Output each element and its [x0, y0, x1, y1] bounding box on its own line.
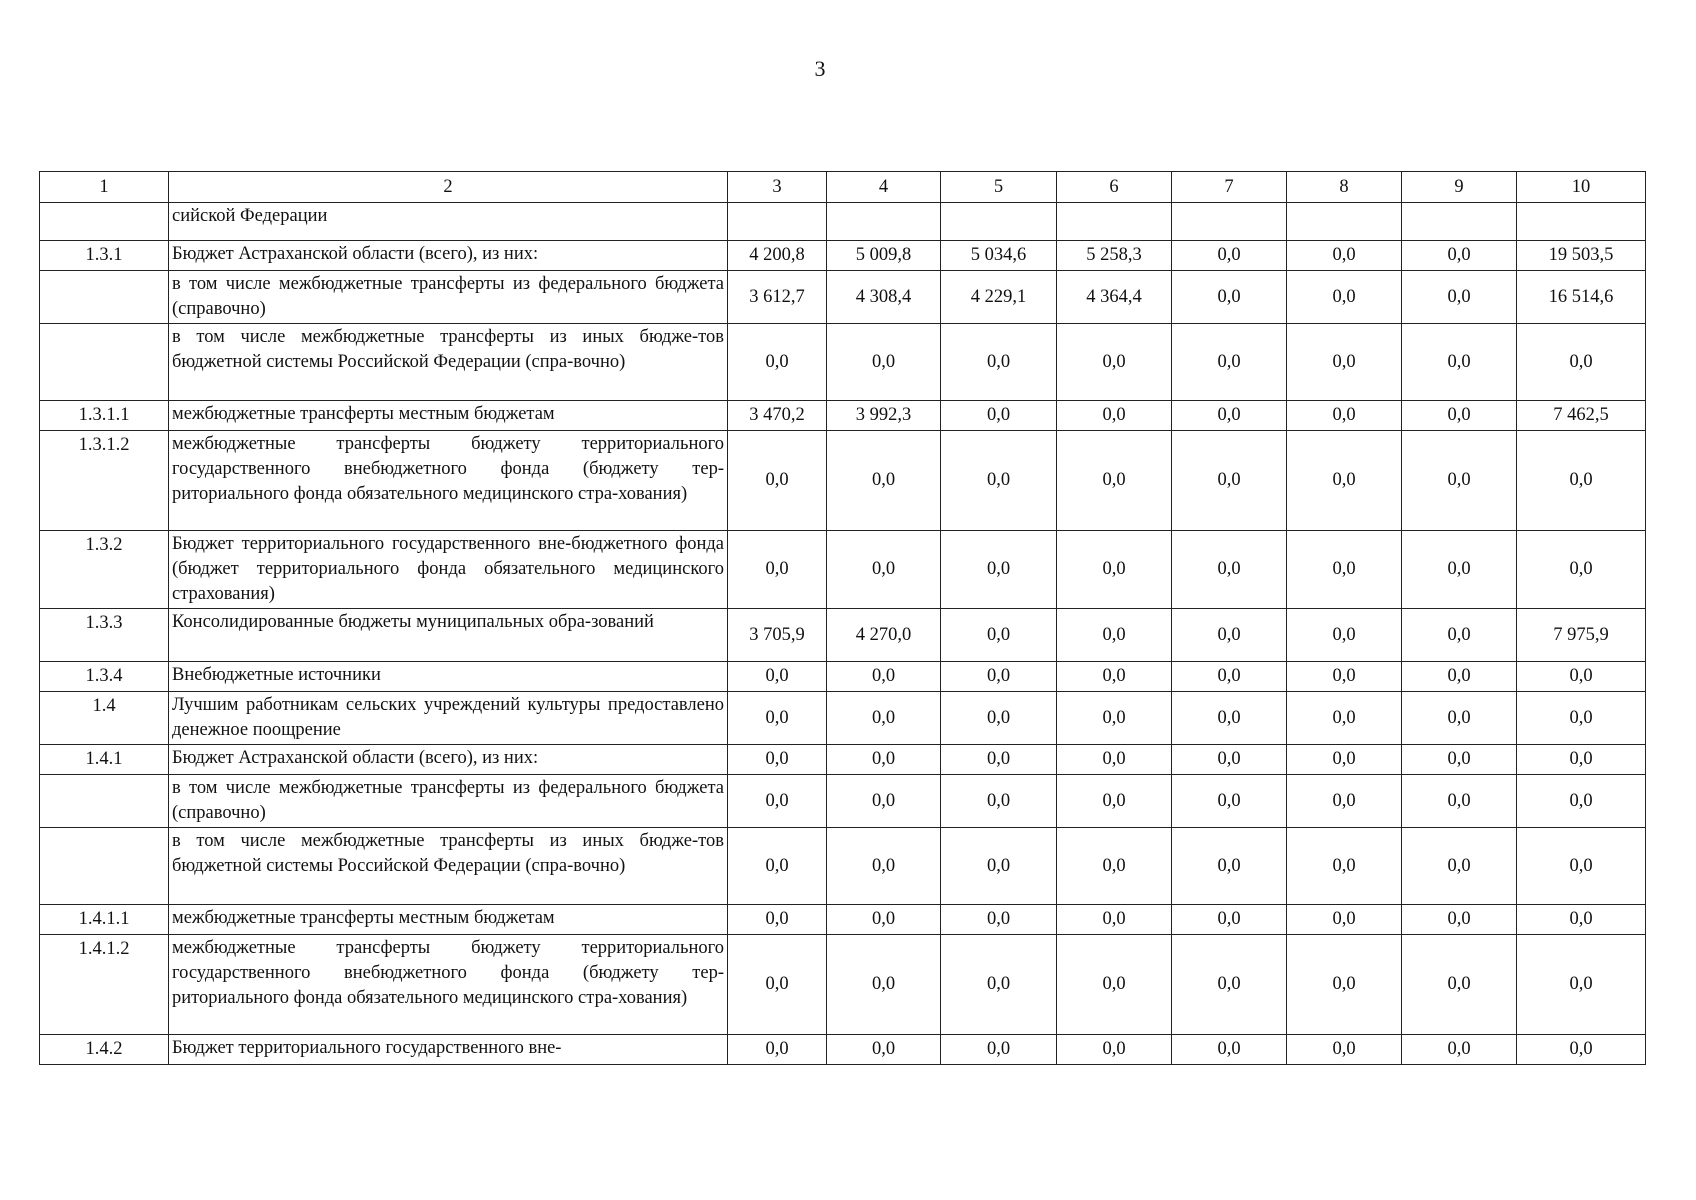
column-header: 5	[941, 172, 1057, 203]
value-cell: 0,0	[1057, 662, 1172, 692]
value-cell: 0,0	[1057, 401, 1172, 431]
value-cell: 0,0	[1287, 271, 1402, 324]
value-cell: 0,0	[1172, 692, 1287, 745]
column-header: 3	[728, 172, 827, 203]
value-cell: 0,0	[827, 662, 941, 692]
value-cell: 0,0	[1402, 745, 1517, 775]
row-description: межбюджетные трансферты местным бюджетам	[169, 401, 728, 431]
value-cell: 0,0	[1057, 431, 1172, 531]
row-description: сийской Федерации	[169, 203, 728, 241]
value-cell: 0,0	[827, 935, 941, 1035]
value-cell: 0,0	[827, 692, 941, 745]
table-row	[40, 324, 1646, 401]
value-cell: 3 612,7	[728, 271, 827, 324]
table-row	[40, 241, 1646, 271]
row-code	[40, 828, 169, 905]
value-cell: 0,0	[728, 1035, 827, 1065]
value-cell: 0,0	[728, 828, 827, 905]
value-cell: 0,0	[827, 745, 941, 775]
row-description: в том числе межбюджетные трансферты из иных бюдже-тов бюджетной системы Российской Федерации (спра-вочно)	[169, 324, 728, 401]
value-cell: 0,0	[728, 531, 827, 609]
row-description: межбюджетные трансферты местным бюджетам	[169, 905, 728, 935]
value-cell: 0,0	[827, 828, 941, 905]
value-cell	[1057, 203, 1172, 241]
value-cell: 0,0	[827, 775, 941, 828]
row-description: в том числе межбюджетные трансферты из федерального бюджета (справочно)	[169, 775, 728, 828]
row-code: 1.4.2	[40, 1035, 169, 1065]
table-row	[40, 775, 1646, 828]
value-cell: 0,0	[1517, 1035, 1646, 1065]
value-cell: 0,0	[1402, 271, 1517, 324]
value-cell: 0,0	[1172, 271, 1287, 324]
table-row	[40, 609, 1646, 662]
value-cell	[1402, 203, 1517, 241]
value-cell	[728, 203, 827, 241]
table-row	[40, 431, 1646, 531]
value-cell	[1172, 203, 1287, 241]
column-header: 1	[40, 172, 169, 203]
value-cell: 0,0	[1172, 905, 1287, 935]
row-code	[40, 775, 169, 828]
value-cell: 0,0	[941, 935, 1057, 1035]
row-description: Бюджет Астраханской области (всего), из них:	[169, 745, 728, 775]
table-row	[40, 745, 1646, 775]
value-cell: 0,0	[1172, 324, 1287, 401]
row-code: 1.3.2	[40, 531, 169, 609]
value-cell: 0,0	[941, 1035, 1057, 1065]
value-cell: 0,0	[1057, 324, 1172, 401]
row-code: 1.4.1.1	[40, 905, 169, 935]
value-cell: 0,0	[1057, 905, 1172, 935]
table-row	[40, 905, 1646, 935]
row-description: межбюджетные трансферты бюджету территориального государственного внебюджетного фонда (бюджету тер-риториального фонда обязательного медицинского стра-хования)	[169, 935, 728, 1035]
value-cell: 0,0	[1057, 775, 1172, 828]
value-cell: 0,0	[1402, 241, 1517, 271]
value-cell: 0,0	[728, 935, 827, 1035]
row-description: Внебюджетные источники	[169, 662, 728, 692]
value-cell: 0,0	[728, 905, 827, 935]
value-cell: 0,0	[941, 905, 1057, 935]
value-cell: 0,0	[1402, 324, 1517, 401]
table-row	[40, 271, 1646, 324]
row-code: 1.4.1	[40, 745, 169, 775]
table-body	[40, 203, 1646, 1065]
value-cell: 0,0	[1517, 828, 1646, 905]
column-header: 6	[1057, 172, 1172, 203]
value-cell: 0,0	[1172, 775, 1287, 828]
row-description: Бюджет территориального государственного вне-	[169, 1035, 728, 1065]
value-cell: 0,0	[1172, 401, 1287, 431]
value-cell: 0,0	[1172, 1035, 1287, 1065]
table-row	[40, 662, 1646, 692]
table-header-row	[40, 172, 1646, 203]
page-number: 3	[814, 56, 826, 81]
row-code	[40, 271, 169, 324]
value-cell: 0,0	[1287, 775, 1402, 828]
value-cell: 0,0	[1057, 609, 1172, 662]
value-cell: 0,0	[941, 609, 1057, 662]
value-cell: 0,0	[1402, 531, 1517, 609]
column-header: 4	[827, 172, 941, 203]
value-cell: 0,0	[1287, 241, 1402, 271]
value-cell: 0,0	[941, 775, 1057, 828]
value-cell: 3 992,3	[827, 401, 941, 431]
row-description: Лучшим работникам сельских учреждений культуры предоставлено денежное поощрение	[169, 692, 728, 745]
value-cell: 0,0	[1057, 1035, 1172, 1065]
value-cell: 0,0	[1057, 828, 1172, 905]
value-cell: 0,0	[1172, 828, 1287, 905]
table-row	[40, 401, 1646, 431]
value-cell: 5 258,3	[1057, 241, 1172, 271]
value-cell: 0,0	[1172, 935, 1287, 1035]
table-row	[40, 1035, 1646, 1065]
value-cell: 0,0	[1172, 431, 1287, 531]
value-cell: 0,0	[941, 745, 1057, 775]
value-cell: 7 975,9	[1517, 609, 1646, 662]
value-cell: 3 705,9	[728, 609, 827, 662]
value-cell: 0,0	[1517, 431, 1646, 531]
row-code	[40, 203, 169, 241]
row-description: Бюджет Астраханской области (всего), из них:	[169, 241, 728, 271]
row-description: в том числе межбюджетные трансферты из федерального бюджета (справочно)	[169, 271, 728, 324]
column-header: 10	[1517, 172, 1646, 203]
row-description: Консолидированные бюджеты муниципальных обра-зований	[169, 609, 728, 662]
value-cell: 0,0	[1287, 531, 1402, 609]
value-cell: 0,0	[1402, 935, 1517, 1035]
value-cell: 0,0	[1172, 609, 1287, 662]
row-code: 1.3.3	[40, 609, 169, 662]
budget-table-container	[39, 171, 1645, 1065]
value-cell: 0,0	[1402, 905, 1517, 935]
table-row	[40, 692, 1646, 745]
value-cell: 0,0	[1172, 662, 1287, 692]
column-header: 2	[169, 172, 728, 203]
value-cell: 0,0	[728, 692, 827, 745]
value-cell: 0,0	[941, 324, 1057, 401]
value-cell: 0,0	[941, 401, 1057, 431]
value-cell	[941, 203, 1057, 241]
column-header: 7	[1172, 172, 1287, 203]
value-cell: 4 364,4	[1057, 271, 1172, 324]
table-row	[40, 935, 1646, 1035]
row-code: 1.3.4	[40, 662, 169, 692]
column-header: 9	[1402, 172, 1517, 203]
value-cell: 0,0	[728, 745, 827, 775]
value-cell: 0,0	[1287, 431, 1402, 531]
value-cell: 0,0	[1402, 692, 1517, 745]
value-cell: 0,0	[1287, 905, 1402, 935]
value-cell: 4 308,4	[827, 271, 941, 324]
table-row	[40, 828, 1646, 905]
row-description: межбюджетные трансферты бюджету территориального государственного внебюджетного фонда (бюджету тер-риториального фонда обязательного медицинского стра-хования)	[169, 431, 728, 531]
row-description: Бюджет территориального государственного вне-бюджетного фонда (бюджет территориального фонда обязательного медицинского страхования)	[169, 531, 728, 609]
table-row	[40, 203, 1646, 241]
value-cell: 0,0	[1517, 775, 1646, 828]
row-code: 1.4	[40, 692, 169, 745]
value-cell: 0,0	[1517, 662, 1646, 692]
value-cell: 0,0	[728, 662, 827, 692]
value-cell: 0,0	[1402, 609, 1517, 662]
value-cell: 0,0	[941, 662, 1057, 692]
value-cell: 0,0	[941, 431, 1057, 531]
value-cell	[827, 203, 941, 241]
value-cell: 0,0	[827, 531, 941, 609]
value-cell: 19 503,5	[1517, 241, 1646, 271]
value-cell: 0,0	[728, 324, 827, 401]
value-cell: 0,0	[1287, 935, 1402, 1035]
value-cell: 0,0	[728, 431, 827, 531]
value-cell: 0,0	[1287, 609, 1402, 662]
value-cell: 0,0	[1517, 745, 1646, 775]
value-cell: 0,0	[1287, 745, 1402, 775]
value-cell: 4 200,8	[728, 241, 827, 271]
value-cell: 0,0	[1402, 662, 1517, 692]
row-code	[40, 324, 169, 401]
value-cell: 0,0	[1287, 828, 1402, 905]
column-header: 8	[1287, 172, 1402, 203]
value-cell: 0,0	[827, 431, 941, 531]
value-cell: 0,0	[1402, 1035, 1517, 1065]
value-cell: 0,0	[827, 324, 941, 401]
value-cell: 0,0	[941, 828, 1057, 905]
value-cell: 0,0	[1287, 324, 1402, 401]
budget-table	[39, 171, 1646, 1065]
value-cell: 0,0	[728, 775, 827, 828]
value-cell: 0,0	[1517, 324, 1646, 401]
value-cell: 4 270,0	[827, 609, 941, 662]
value-cell: 0,0	[941, 692, 1057, 745]
value-cell: 0,0	[1057, 531, 1172, 609]
value-cell: 0,0	[1287, 1035, 1402, 1065]
value-cell: 0,0	[1287, 401, 1402, 431]
value-cell: 0,0	[827, 905, 941, 935]
value-cell: 0,0	[1517, 905, 1646, 935]
value-cell: 0,0	[1517, 531, 1646, 609]
value-cell: 0,0	[1287, 662, 1402, 692]
value-cell: 0,0	[1517, 935, 1646, 1035]
value-cell: 16 514,6	[1517, 271, 1646, 324]
value-cell	[1287, 203, 1402, 241]
table-row	[40, 531, 1646, 609]
value-cell: 0,0	[1402, 401, 1517, 431]
value-cell: 0,0	[1172, 745, 1287, 775]
row-code: 1.3.1.1	[40, 401, 169, 431]
value-cell	[1517, 203, 1646, 241]
value-cell: 4 229,1	[941, 271, 1057, 324]
value-cell: 0,0	[1172, 531, 1287, 609]
value-cell: 0,0	[1287, 692, 1402, 745]
value-cell: 3 470,2	[728, 401, 827, 431]
value-cell: 5 009,8	[827, 241, 941, 271]
value-cell: 0,0	[1402, 775, 1517, 828]
value-cell: 0,0	[1402, 828, 1517, 905]
row-description: в том числе межбюджетные трансферты из иных бюдже-тов бюджетной системы Российской Федерации (спра-вочно)	[169, 828, 728, 905]
value-cell: 0,0	[827, 1035, 941, 1065]
value-cell: 0,0	[1402, 431, 1517, 531]
value-cell: 0,0	[1057, 745, 1172, 775]
value-cell: 5 034,6	[941, 241, 1057, 271]
row-code: 1.4.1.2	[40, 935, 169, 1035]
value-cell: 7 462,5	[1517, 401, 1646, 431]
value-cell: 0,0	[1057, 692, 1172, 745]
value-cell: 0,0	[941, 531, 1057, 609]
value-cell: 0,0	[1172, 241, 1287, 271]
row-code: 1.3.1.2	[40, 431, 169, 531]
value-cell: 0,0	[1517, 692, 1646, 745]
value-cell: 0,0	[1057, 935, 1172, 1035]
row-code: 1.3.1	[40, 241, 169, 271]
